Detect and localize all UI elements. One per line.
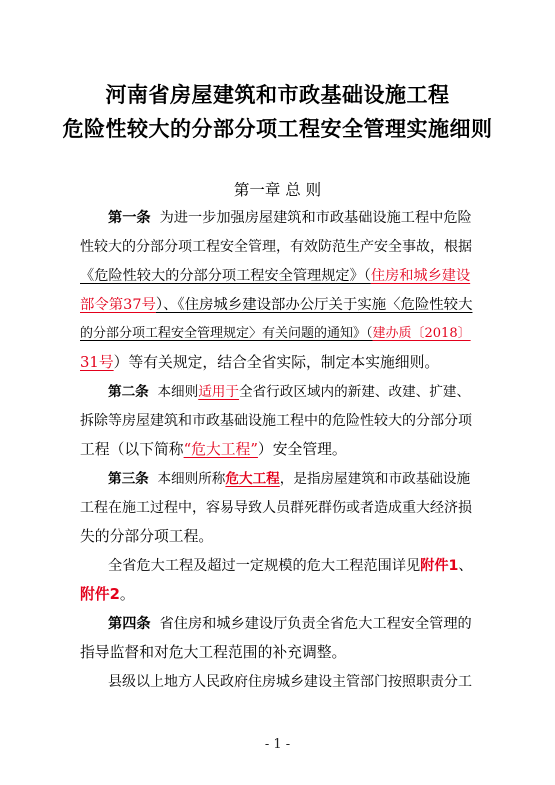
article-2-heading: 第二条 [108, 384, 149, 400]
article-3-line-3: 失的分部分项工程。 [80, 528, 214, 545]
revision-mark: 住房和城乡建设 [370, 268, 471, 284]
chapter-heading: 第一章 总 则 [233, 181, 322, 199]
article-1-line-2: 性较大的分部分项工程安全管理，有效防范生产安全事故，根据 [80, 239, 472, 255]
article-3-paragraph-2-line-1: 全省危大工程及超过一定规模的危大工程范围详见附件1、 [108, 558, 473, 574]
revision-mark: 建办质〔2018〕 [372, 326, 471, 341]
attachment-2-link[interactable]: 附件2 [80, 586, 120, 603]
article-3-paragraph-2-line-2: 附件2。 [80, 586, 135, 603]
article-3-line-2: 工程在施工过程中，容易导致人员群死群伤或者造成重大经济损 [80, 500, 472, 516]
document-title-line-2: 危险性较大的分部分项工程安全管理实施细则 [62, 117, 493, 141]
revision-mark: 危大工程 [225, 471, 280, 487]
article-1-line-1: 第一条 为进一步加强房屋建筑和市政基础设施工程中危险 [108, 210, 472, 226]
article-4-line-1: 第四条 省住房和城乡建设厅负责全省危大工程安全管理的 [108, 616, 472, 632]
article-4-paragraph-2-line-1: 县级以上地方人民政府住房城乡建设主管部门按照职责分工 [108, 674, 472, 690]
article-1-line-4: 部令第37号）、《住房城乡建设部办公厅关于实施〈危险性较大 [80, 297, 473, 313]
article-2-line-3: 工程（以下简称“危大工程”）安全管理。 [80, 441, 347, 458]
article-1-heading: 第一条 [108, 210, 151, 226]
article-2-line-2: 拆除等房屋建筑和市政基础设施工程中的危险性较大的分部分项 [80, 413, 472, 429]
article-3-heading: 第三条 [108, 471, 149, 487]
article-1-line-6: 31号）等有关规定，结合全省实际，制定本实施细则。 [80, 354, 440, 371]
article-1-line-3: 《危险性较大的分部分项工程安全管理规定》（住房和城乡建设 [80, 268, 471, 284]
page-number: - 1 - [264, 737, 291, 752]
document-title-line-1: 河南省房屋建筑和市政基础设施工程 [105, 83, 450, 107]
article-4-heading: 第四条 [108, 616, 151, 632]
revision-mark: “危大工程” [183, 441, 258, 458]
revision-mark: 31号 [80, 354, 114, 371]
article-4-line-2: 指导监督和对危大工程范围的补充调整。 [80, 644, 347, 661]
article-3-line-1: 第三条 本细则所称危大工程，是指房屋建筑和市政基础设施 [108, 471, 471, 487]
article-1-line-5: 的分部分项工程安全管理规定〉有关问题的通知》（建办质〔2018〕 [80, 326, 471, 341]
article-2-line-1: 第二条 本细则适用于全省行政区域内的新建、改建、扩建、 [108, 384, 471, 400]
revision-mark: 适用于 [198, 384, 239, 400]
attachment-1-link[interactable]: 附件1 [420, 558, 459, 574]
revision-mark: 部令第37号 [80, 297, 156, 313]
